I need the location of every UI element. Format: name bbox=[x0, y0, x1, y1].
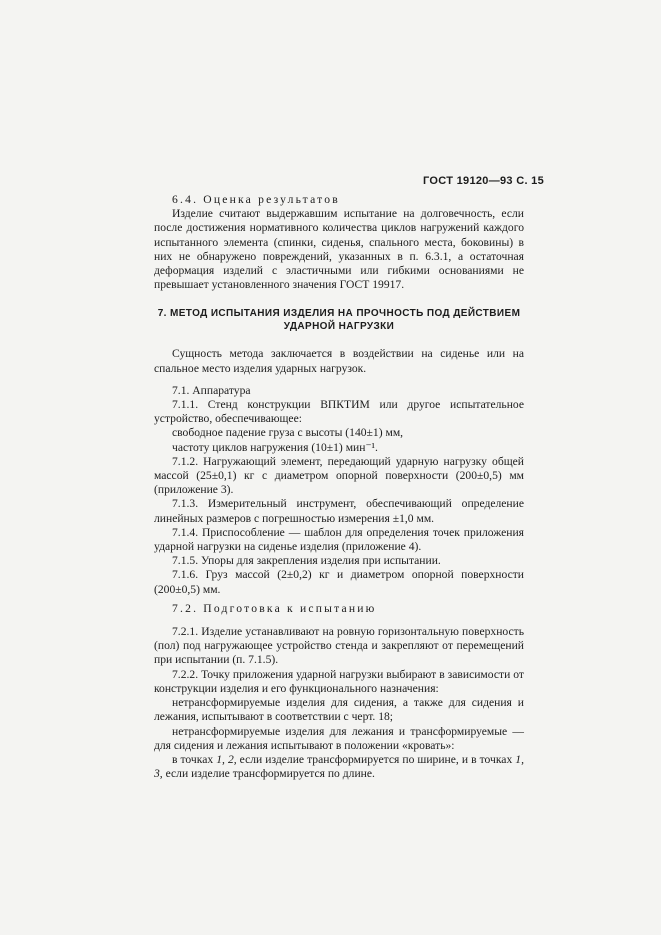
paragraph-7-1: 7.1. Аппаратура bbox=[172, 383, 251, 397]
paragraph-7-2-2: 7.2.2. Точку приложения ударной нагрузки выбирают в зависимости от конструкции изделия и его функционального назначения: bbox=[154, 667, 524, 695]
paragraph-7-1-6: 7.1.6. Груз массой (2±0,2) кг и диаметром опорной поверхности (200±0,5) мм. bbox=[154, 568, 524, 596]
section-7-title-line1: 7. МЕТОД ИСПЫТАНИЯ ИЗДЕЛИЯ НА ПРОЧНОСТЬ ПОД ДЕЙСТВИЕМ bbox=[157, 308, 521, 320]
section-7-title bbox=[154, 307, 524, 333]
paragraph-7-1-1-b: частоту циклов нагружения (10±1) мин⁻¹. bbox=[172, 440, 378, 454]
paragraph-7-2-2-c bbox=[154, 753, 524, 781]
paragraph-7-1-4: 7.1.4. Приспособление — шаблон для определения точек приложения ударной нагрузки на сиденье изделия (приложение 4). bbox=[154, 525, 524, 554]
paragraph-7-2-2-c-part3: если изделие трансформируется по длине. bbox=[162, 767, 375, 781]
paragraph-7-2-2-a: нетрансформируемые изделия для сидения, а также для сидения и лежания, испытывают в соответствии с черт. 18; bbox=[154, 696, 524, 724]
paragraph-7-2-2-c-part1: в точках bbox=[172, 752, 217, 766]
paragraph-7-2-2-c-part2: если изделие трансформируется по ширине, и в точках bbox=[236, 752, 516, 766]
page-header: ГОСТ 19120—93 С. 15 bbox=[423, 175, 544, 187]
section-7-intro: Сущность метода заключается в воздействии на сиденье или на спальное место изделия ударных нагрузок. bbox=[154, 347, 524, 375]
paragraph-7-1-1-a: свободное падение груза с высоты (140±1) мм, bbox=[172, 426, 404, 440]
paragraph-7-2-1: 7.2.1. Изделие устанавливают на ровную горизонтальную поверхность (пол) под нагружающее устройство стенда и закрепляют от перемещений при испытании (п. 7.1.5). bbox=[154, 625, 524, 667]
paragraph-7-1-5: 7.1.5. Упоры для закрепления изделия при испытании. bbox=[172, 554, 441, 568]
paragraph-7-1-1: 7.1.1. Стенд конструкции ВПКТИМ или другое испытательное устройство, обеспечивающее: bbox=[154, 398, 524, 426]
section-7-title-line2: УДАРНОЙ НАГРУЗКИ bbox=[283, 321, 395, 333]
paragraph-7-2-text: 7.2. Подготовка к испытанию bbox=[172, 601, 377, 615]
section-6-4-heading bbox=[154, 193, 524, 207]
paragraph-7-2-2-c-points-b: 1, 3, bbox=[154, 752, 524, 781]
paragraph-7-2 bbox=[154, 602, 524, 616]
paragraph-7-1-2: 7.1.2. Нагружающий элемент, передающий ударную нагрузку общей массой (25±0,1) кг с диаметром опорной поверхности (200±0,5) мм (приложение 3). bbox=[154, 454, 524, 497]
paragraph-7-2-2-c-points-a: 1, 2, bbox=[216, 752, 237, 766]
section-6-4-heading-text: 6.4. Оценка результатов bbox=[172, 193, 340, 206]
paragraph-7-2-2-b: нетрансформируемые изделия для лежания и трансформируемые — для сидения и лежания испытывают в положении «кровать»: bbox=[154, 724, 524, 752]
paragraph-7-1-3: 7.1.3. Измерительный инструмент, обеспечивающий определение линейных размеров с погрешностью измерения ±1,0 мм. bbox=[154, 497, 524, 525]
section-6-4-body: Изделие считают выдержавшим испытание на долговечность, если после достижения нормативного количества циклов нагружений каждого испытанного элемента (спинки, сиденья, спального места, боковины) в них не обнаружено повреждений, указанных в п. 6.3.1, а остаточная деформация изделий с эластичными или гибкими основаниями не превышает установленного значения ГОСТ 19917. bbox=[154, 207, 524, 292]
document-body bbox=[154, 193, 524, 781]
